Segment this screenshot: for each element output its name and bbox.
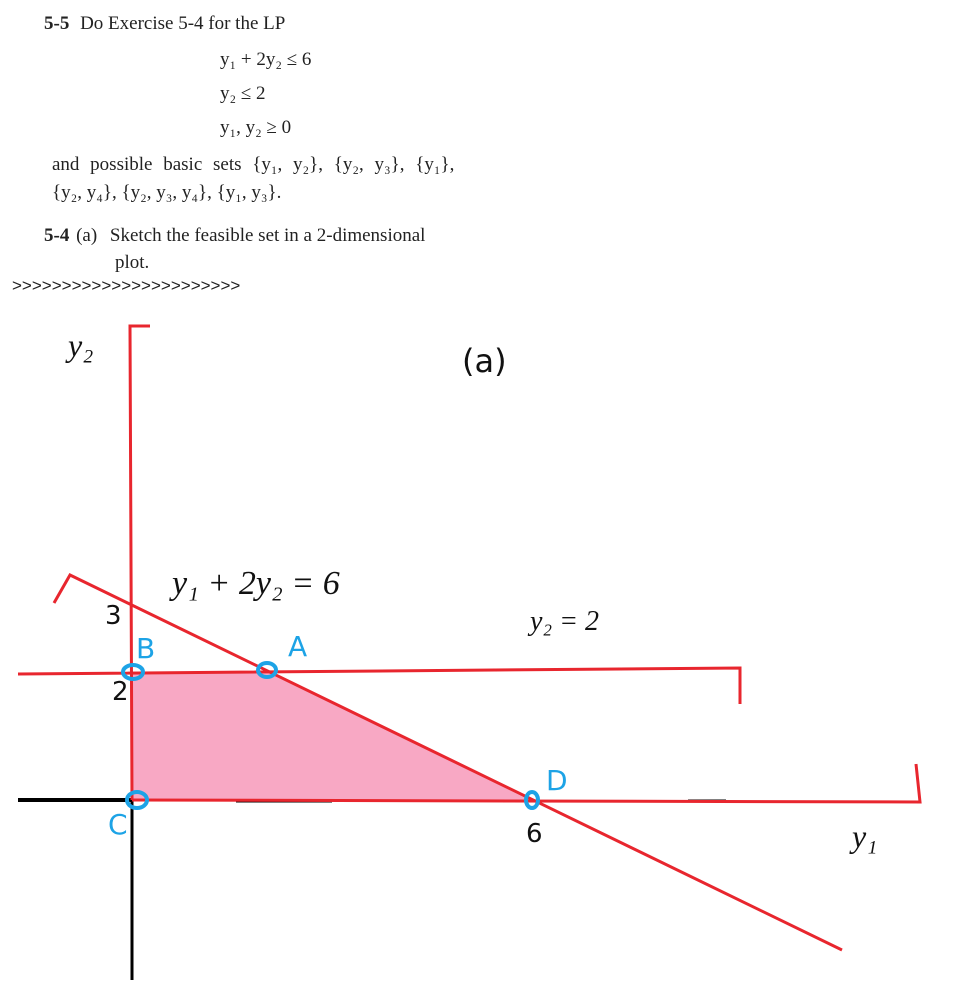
feasible-region [132,672,532,800]
point-d-label: D [546,764,568,797]
tick-label-6: 6 [526,819,543,849]
tick-label-3: 3 [105,601,122,631]
part-label: (a) [462,342,507,380]
line-1-label: y₁ + 2y₂ = 6 [172,565,340,602]
subexercise-text-1: Sketch the feasible set in a 2-dimensional [109,225,426,246]
exercise-instruction: Do Exercise 5-4 for the LP [80,13,286,34]
x-axis-label: y₁ [852,818,878,854]
y-axis-label: y₂ [68,327,94,363]
constraint-3: y₁, y₂ ≥ 0 [220,117,292,138]
separator-line: >>>>>>>>>>>>>>>>>>>>>>> [12,276,241,295]
constraint-2: y₂ ≤ 2 [220,83,266,104]
constraint-1: y₁ + 2y₂ ≤ 6 [220,49,312,70]
subexercise-part: (a) [76,225,98,246]
point-b-label: B [136,632,156,665]
exercise-number: 5-5 [44,13,70,34]
point-a-label: A [288,630,308,663]
basic-sets-line-2: {y₂, y₄}, {y₂, y₃, y₄}, {y₁, y₃}. [52,182,282,203]
basic-sets-line-1: and possible basic sets {y₁, y₂}, {y₂, y₃}, {y₁}, [52,154,455,175]
point-c-label: C [108,808,128,841]
subexercise-text-2: plot. [115,252,150,273]
line-2-label: y₂ = 2 [530,606,600,637]
subexercise-number: 5-4 [44,225,70,246]
tick-label-2: 2 [112,677,129,707]
